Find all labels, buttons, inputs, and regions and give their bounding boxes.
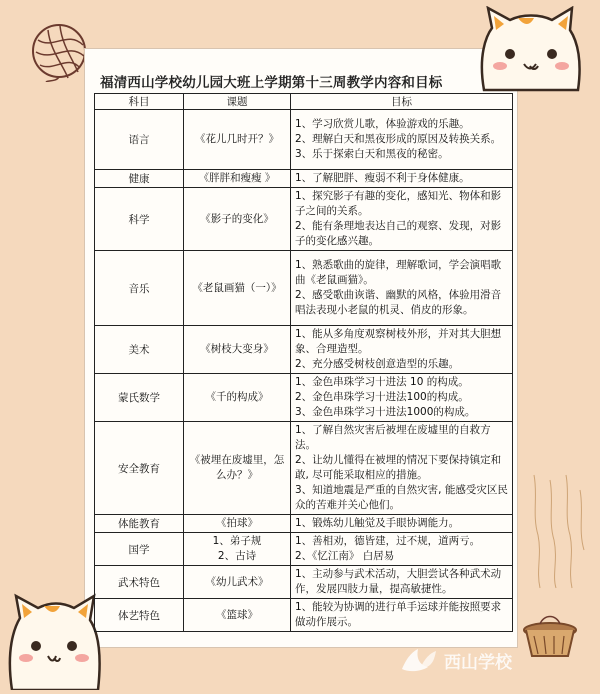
goals-cell — [291, 374, 513, 422]
goal-item: 2、充分感受树枝创意造型的乐趣。 — [295, 358, 460, 370]
goals-cell — [291, 515, 513, 533]
goal-item: 3、金色串珠学习十进法1000的构成。 — [295, 406, 476, 418]
decorative-scribble — [528, 470, 588, 590]
subject-cell: 蒙氏数学 — [95, 374, 184, 422]
table-row — [95, 374, 513, 422]
subject-cell: 体艺特色 — [95, 599, 184, 632]
goals-cell — [291, 326, 513, 374]
goal-item: 2、《忆江南》 白居易 — [295, 550, 395, 562]
table-row — [95, 170, 513, 188]
goal-item: 3、知道地震是严重的自然灾害, 能感受灾区民众的苦难并关心他们。 — [295, 484, 508, 511]
subject-cell: 健康 — [95, 170, 184, 188]
goal-item: 1、学习欣赏儿歌，体验游戏的乐趣。 — [295, 118, 470, 130]
goal-item: 1、能从多角度观察树枝外形，并对其大胆想象、合理造型。 — [295, 328, 502, 355]
schedule-table — [94, 93, 513, 632]
subject-cell: 武术特色 — [95, 566, 184, 599]
goals-cell — [291, 170, 513, 188]
watermark — [398, 640, 588, 680]
goal-item: 1、熟悉歌曲的旋律，理解歌词，学会演唱歌曲《老鼠画猫》。 — [295, 259, 502, 286]
cat-face-icon-bottom — [2, 590, 106, 694]
table-row — [95, 188, 513, 251]
table-row — [95, 533, 513, 566]
header-topic: 课题 — [184, 94, 291, 110]
topic-cell: 《老鼠画猫（一）》 — [184, 251, 291, 326]
topic-cell: 《树枝大变身》 — [184, 326, 291, 374]
topic-cell: 《胖胖和瘦瘦 》 — [184, 170, 291, 188]
goal-item: 3、乐于探索白天和黑夜的秘密。 — [295, 148, 449, 160]
table-row — [95, 566, 513, 599]
goal-item: 2、金色串珠学习十进法100的构成。 — [295, 391, 469, 403]
subject-cell: 安全教育 — [95, 422, 184, 515]
goal-item: 2、感受歌曲诙谐、幽默的风格，体验用滑音唱法表现小老鼠的机灵、俏皮的形象。 — [295, 289, 502, 316]
goal-item: 1、探究影子有趣的变化，感知光、物体和影子之间的关系。 — [295, 190, 502, 217]
table-row — [95, 251, 513, 326]
goals-cell — [291, 599, 513, 632]
table-row — [95, 515, 513, 533]
goals-cell — [291, 251, 513, 326]
goal-item: 1、主动参与武术活动，大胆尝试各种武术动作，发展四肢力量，提高敏捷性。 — [295, 568, 502, 595]
goals-cell — [291, 188, 513, 251]
yarn-ball-icon — [28, 20, 90, 86]
topic-cell: 《影子的变化》 — [184, 188, 291, 251]
topic-cell: 《被埋在废墟里，怎么办？》 — [184, 422, 291, 515]
goal-item: 1、了解自然灾害后被埋在废墟里的自救方法。 — [295, 424, 491, 451]
subject-cell: 美术 — [95, 326, 184, 374]
table-row — [95, 326, 513, 374]
topic-cell: 《花儿几时开？》 — [184, 110, 291, 170]
table-row — [95, 422, 513, 515]
goal-item: 2、能有条理地表达自己的观察、发现，对影子的变化感兴趣。 — [295, 220, 502, 247]
goal-item: 1、金色串珠学习十进法 10 的构成。 — [295, 376, 469, 388]
topic-cell: 《幼儿武术》 — [184, 566, 291, 599]
goals-cell — [291, 533, 513, 566]
goal-item: 1、善相劝，德皆建，过不规，道两亏。 — [295, 535, 481, 547]
watermark-text: 西山学校 — [444, 652, 512, 673]
table-header-row — [95, 94, 513, 110]
header-goals: 目标 — [291, 94, 513, 110]
subject-cell: 音乐 — [95, 251, 184, 326]
goals-cell — [291, 566, 513, 599]
header-subject: 科目 — [95, 94, 184, 110]
goal-item: 1、了解肥胖、瘦弱不利于身体健康。 — [295, 172, 470, 184]
subject-cell: 体能教育 — [95, 515, 184, 533]
subject-cell: 科学 — [95, 188, 184, 251]
table-row — [95, 599, 513, 632]
table-row — [95, 110, 513, 170]
topic-cell: 《千的构成》 — [184, 374, 291, 422]
page-title: 福清西山学校幼儿园大班上学期第十三周教学内容和目标 — [100, 75, 443, 91]
subject-cell: 语言 — [95, 110, 184, 170]
goal-item: 1、能较为协调的进行单手运球并能按照要求做动作展示。 — [295, 601, 502, 628]
goal-item: 2、让幼儿懂得在被埋的情况下要保持镇定和敢, 尽可能采取相应的措施。 — [295, 454, 502, 481]
watermark-logo-icon — [398, 645, 438, 675]
topic-cell: 《拍球》 — [184, 515, 291, 533]
topic-cell: 1、弟子规 2、古诗 — [184, 533, 291, 566]
topic-cell: 《篮球》 — [184, 599, 291, 632]
goals-cell — [291, 422, 513, 515]
goal-item: 2、理解白天和黑夜形成的原因及转换关系。 — [295, 133, 502, 145]
goals-cell — [291, 110, 513, 170]
goal-item: 1、锻炼幼儿触觉及手眼协调能力。 — [295, 517, 460, 529]
subject-cell: 国学 — [95, 533, 184, 566]
